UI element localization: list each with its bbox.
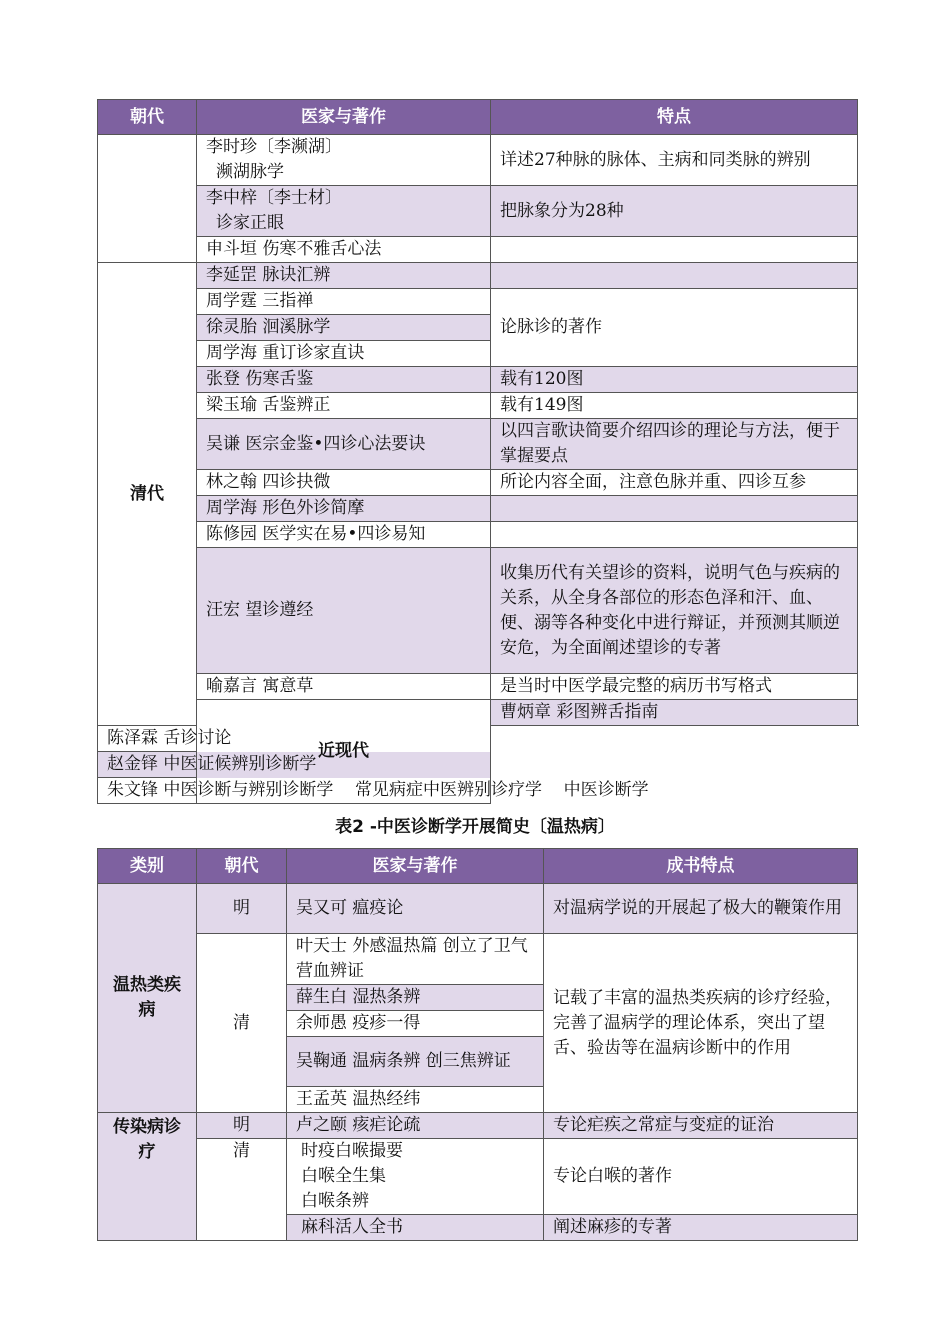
table-row <box>98 548 858 674</box>
table-1-header-row <box>98 100 858 135</box>
author-work-cell: 薛生白 湿热条辨 <box>287 985 544 1011</box>
category-cell: 传染病诊疗 <box>98 1113 197 1241</box>
author-work-cell: 李延罡 脉诀汇辨 <box>197 263 491 289</box>
author-work-cell: 陈修园 医学实在易•四诊易知 <box>197 522 491 548</box>
author-work-cell: 吴又可 瘟疫论 <box>287 884 544 934</box>
table-row <box>98 700 858 726</box>
header-feature: 成书特点 <box>544 849 858 884</box>
header-feature: 特点 <box>491 100 858 135</box>
table-row <box>98 263 858 289</box>
header-author-work: 医家与著作 <box>287 849 544 884</box>
table-row <box>98 237 858 263</box>
header-dynasty: 朝代 <box>197 849 287 884</box>
feature-cell <box>491 522 858 548</box>
header-category: 类别 <box>98 849 197 884</box>
author-work-cell: 吴鞠通 温病条辨 创三焦辨证 <box>287 1037 544 1087</box>
table-row <box>98 522 858 548</box>
author-work-cell: 申斗垣 伤寒不雅舌心法 <box>197 237 491 263</box>
table-row <box>98 934 858 985</box>
feature-cell <box>491 496 858 522</box>
table-row <box>98 367 858 393</box>
table-row <box>98 135 858 186</box>
feature-cell: 对温病学说的开展起了极大的鞭策作用 <box>544 884 858 934</box>
table-row <box>98 186 858 237</box>
dynasty-cell: 明 <box>197 1113 287 1139</box>
era-cell-qing: 清代 <box>98 263 197 726</box>
dynasty-cell: 清 <box>197 1139 287 1241</box>
author-work-cell: 梁玉瑜 舌鉴辨正 <box>197 393 491 419</box>
author-work-cell: 卢之颐 痎疟论疏 <box>287 1113 544 1139</box>
feature-cell: 专论疟疾之常症与变症的证治 <box>544 1113 858 1139</box>
author-work-cell: 时疫白喉撮要 白喉全生集 白喉条辨 <box>287 1139 544 1215</box>
author-work-cell: 林之翰 四诊抉微 <box>197 470 491 496</box>
table-row <box>98 289 858 315</box>
table-row <box>98 470 858 496</box>
feature-cell: 详述27种脉的脉体、主病和同类脉的辨别 <box>491 135 858 186</box>
author-work-cell: 李中梓〔李士材〕 诊家正眼 <box>197 186 491 237</box>
feature-cell-merged: 论脉诊的著作 <box>491 289 858 367</box>
author-work-cell: 王孟英 温热经纬 <box>287 1087 544 1113</box>
table-row <box>98 674 858 700</box>
table-row <box>98 419 858 470</box>
feature-cell: 收集历代有关望诊的资料，说明气色与疾病的关系，从全身各部位的形态色泽和汗、血、便、溺等各种变化中进行辩证，并预测其顺逆安危，为全面阐述望诊的专著 <box>491 548 858 674</box>
author-work-cell: 曹炳章 彩图辨舌指南 <box>491 700 858 726</box>
table-row <box>98 752 858 778</box>
feature-cell: 载有149图 <box>491 393 858 419</box>
header-dynasty: 朝代 <box>98 100 197 135</box>
author-work-cell: 麻科活人全书 <box>287 1215 544 1241</box>
feature-cell: 载有120图 <box>491 367 858 393</box>
feature-cell-merged: 记载了丰富的温热类疾病的诊疗经验，完善了温病学的理论体系，突出了望舌、验齿等在温病诊断中的作用 <box>544 934 858 1113</box>
author-work-cell: 周学海 重订诊家直诀 <box>197 341 491 367</box>
author-work-cell: 徐灵胎 洄溪脉学 <box>197 315 491 341</box>
table-row <box>98 1113 858 1139</box>
table-2-header-row <box>98 849 858 884</box>
dynasty-cell: 明 <box>197 884 287 934</box>
author-work-cell: 陈泽霖 舌诊讨论 <box>98 726 491 752</box>
feature-cell <box>491 237 858 263</box>
table-row <box>98 778 858 804</box>
author-work-cell: 周学海 形色外诊简摩 <box>197 496 491 522</box>
author-work-cell: 余师愚 疫疹一得 <box>287 1011 544 1037</box>
feature-cell: 是当时中医学最完整的病历书写格式 <box>491 674 858 700</box>
author-work-cell: 周学霆 三指禅 <box>197 289 491 315</box>
author-work-cell: 李时珍〔李濒湖〕 濒湖脉学 <box>197 135 491 186</box>
feature-cell: 所论内容全面，注意色脉并重、四诊互参 <box>491 470 858 496</box>
table-row <box>98 496 858 522</box>
table-2-caption: 表2 -中医诊断学开展简史〔温热病〕 <box>335 817 615 837</box>
era-cell-modern: 近现代 <box>197 700 491 804</box>
author-work-cell: 吴谦 医宗金鉴•四诊心法要诀 <box>197 419 491 470</box>
author-work-cell: 赵金铎 中医证候辨别诊断学 <box>98 752 491 778</box>
table-2 <box>97 848 858 1241</box>
feature-cell: 阐述麻疹的专著 <box>544 1215 858 1241</box>
era-cell <box>98 135 197 263</box>
author-work-cell: 张登 伤寒舌鉴 <box>197 367 491 393</box>
table-row <box>98 1139 858 1215</box>
table-row <box>98 393 858 419</box>
feature-cell <box>491 263 858 289</box>
author-work-cell: 喻嘉言 寓意草 <box>197 674 491 700</box>
table-1 <box>97 99 858 804</box>
feature-cell: 以四言歌诀简要介绍四诊的理论与方法，便于掌握要点 <box>491 419 858 470</box>
header-author-work: 医家与著作 <box>197 100 491 135</box>
table-row <box>98 726 858 752</box>
dynasty-cell: 清 <box>197 934 287 1113</box>
table-row <box>98 884 858 934</box>
feature-cell: 把脉象分为28种 <box>491 186 858 237</box>
feature-cell: 专论白喉的著作 <box>544 1139 858 1215</box>
author-work-cell: 朱文锋 中医诊断与辨别诊断学 常见病症中医辨别诊疗学 中医诊断学 <box>98 778 491 804</box>
author-work-cell: 叶天士 外感温热篇 创立了卫气营血辨证 <box>287 934 544 985</box>
category-cell: 温热类疾病 <box>98 884 197 1113</box>
author-work-cell: 汪宏 望诊遵经 <box>197 548 491 674</box>
